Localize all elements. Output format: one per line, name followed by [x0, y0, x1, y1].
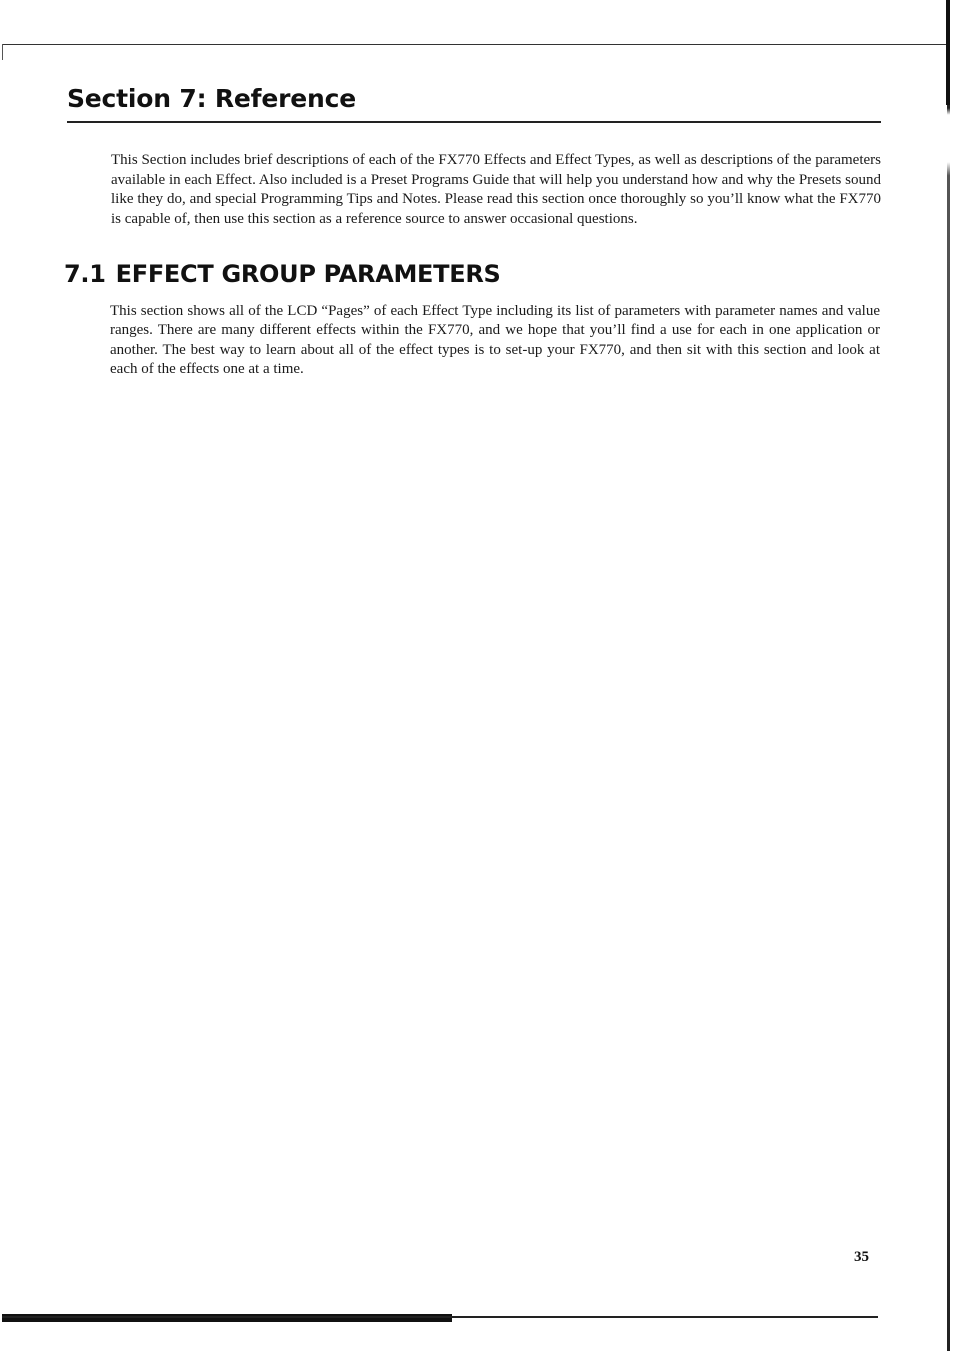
section-title: Section 7: Reference — [67, 84, 356, 113]
subsection-body-paragraph: This section shows all of the LCD “Pages” of each Effect Type including its list of parameters with parameter names and value ranges. There are many different effects within the FX770, and we hope that you’ll find a use for each in one application or another. The best way to learn about all of the effect types is to set-up your FX770, and then sit with this section and look at each of the effects one at a time. — [110, 303, 880, 377]
subsection-heading — [64, 258, 500, 290]
bottom-border-line — [2, 1316, 878, 1318]
title-underline — [67, 121, 881, 123]
subsection-number: 7.1 — [64, 260, 106, 288]
subsection-title: EFFECT GROUP PARAMETERS — [115, 260, 501, 288]
top-border-tick — [2, 44, 3, 60]
section-intro-paragraph: This Section includes brief descriptions of each of the FX770 Effects and Effect Types, as well as descriptions of the parameters available in each Effect. Also included is a Preset Programs Guide that will help you understand how and why the Presets sound like they do, and special Programming Tips and Notes. Please read this section once thoroughly so you’ll know what the FX770 is capable of, then use this section as a reference source to answer occasional questions. — [111, 152, 881, 227]
page-number: 35 — [854, 1249, 869, 1265]
top-border-rule — [2, 44, 946, 45]
scan-right-edge — [947, 0, 950, 1351]
scan-right-edge-top — [946, 0, 950, 105]
